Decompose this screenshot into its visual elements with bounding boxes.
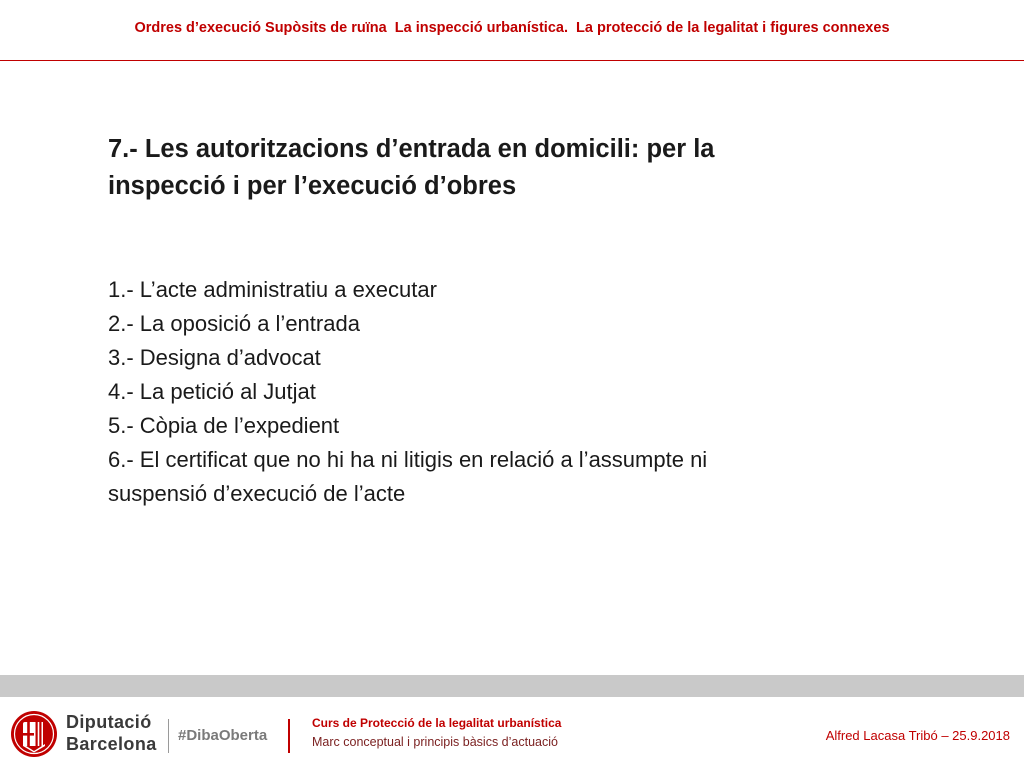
list-item xyxy=(108,443,707,511)
list-item xyxy=(108,375,707,409)
slide-title-line: 7.- Les autoritzacions d’entrada en domicili: per la xyxy=(108,135,715,163)
footer-band xyxy=(0,675,1024,697)
header-divider xyxy=(0,60,1024,61)
course-title: Curs de Protecció de la legalitat urbanística xyxy=(312,716,562,730)
list-item xyxy=(108,341,707,375)
header-title: Ordres d’execució Supòsits de ruïna La inspecció urbanística. La protecció de la legalitat i figures connexes xyxy=(134,20,890,36)
list-item-text: 2.- La oposició a l’entrada xyxy=(108,311,360,336)
logo-line1: Diputació xyxy=(66,712,152,732)
list-item-text-continuation: suspensió d’execució de l’acte xyxy=(108,481,406,506)
logo-separator xyxy=(168,719,169,753)
list-item-text: 4.- La petició al Jutjat xyxy=(108,379,316,404)
slide-title xyxy=(108,131,714,205)
numbered-list xyxy=(108,273,707,511)
list-item xyxy=(108,273,707,307)
list-item-text: 6.- El certificat que no hi ha ni litigis en relació a l’assumpte ni xyxy=(108,447,708,472)
list-item-text: 1.- L’acte administratiu a executar xyxy=(108,277,437,302)
diputacio-emblem-icon xyxy=(10,710,58,758)
logo-line2: Barcelona xyxy=(66,734,157,754)
list-item xyxy=(108,409,707,443)
course-subtitle: Marc conceptual i principis bàsics d’actuació xyxy=(312,735,558,749)
logo-wordmark xyxy=(66,711,157,755)
list-item xyxy=(108,307,707,341)
list-item-text: 5.- Còpia de l’expedient xyxy=(108,413,340,438)
footer-red-bar xyxy=(288,719,290,753)
hashtag: #DibaOberta xyxy=(178,727,268,744)
author-date: Alfred Lacasa Tribó – 25.9.2018 xyxy=(825,728,1010,743)
slide-title-line: inspecció i per l’execució d’obres xyxy=(108,172,517,200)
list-item-text: 3.- Designa d’advocat xyxy=(108,345,321,370)
